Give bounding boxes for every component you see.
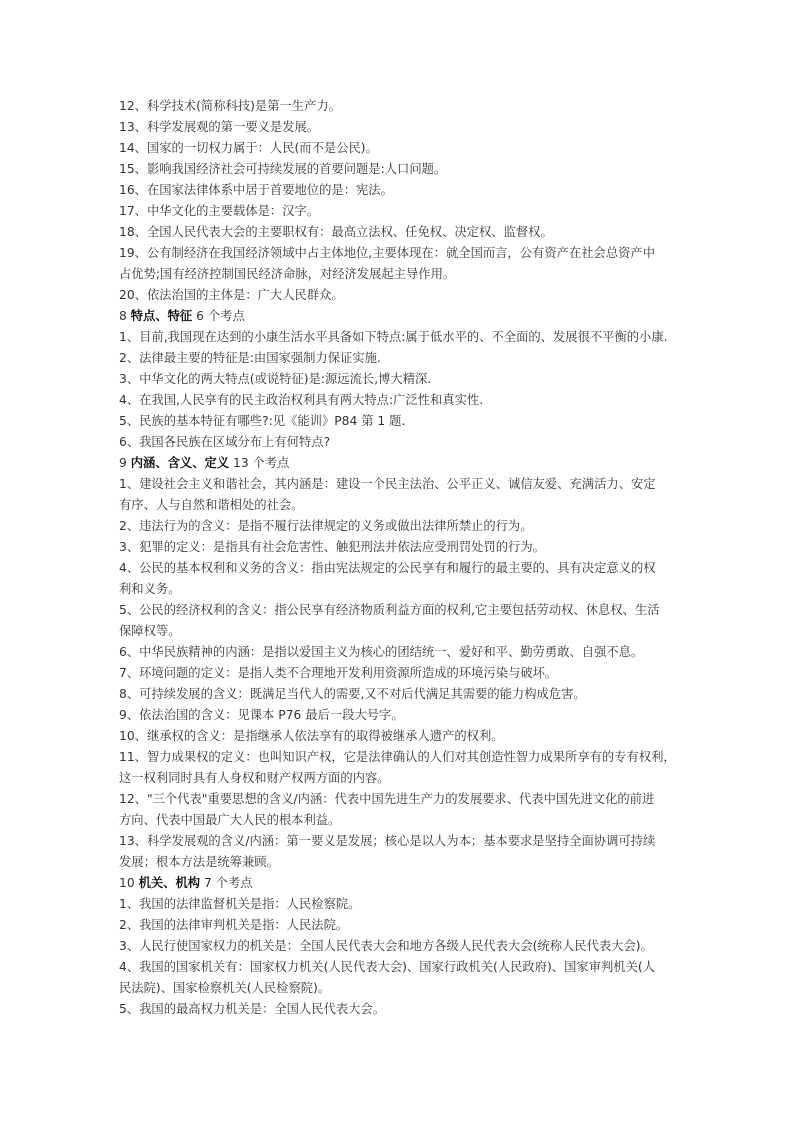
section-title: 特点、特征 xyxy=(130,309,193,323)
text-line: 14、国家的一切权力属于：人民(而不是公民)。 xyxy=(119,141,378,155)
text-line: 18、全国人民代表大会的主要职权有：最高立法权、任免权、决定权、监督权。 xyxy=(119,225,553,239)
text-line: 方向、代表中国最广大人民的根本利益。 xyxy=(119,813,341,827)
text-line: 3、犯罪的定义：是指具有社会危害性、触犯刑法并依法应受刑罚处罚的行为。 xyxy=(119,540,545,554)
text-line: 民法院)、国家检察机关(人民检察院)。 xyxy=(119,981,331,995)
text-line: 2、违法行为的含义：是指不履行法律规定的义务或做出法律所禁止的行为。 xyxy=(119,519,533,533)
section-number: 10 xyxy=(119,876,139,890)
section-title: 机关、机构 xyxy=(138,876,201,890)
document-page xyxy=(119,96,685,1020)
text-line: 16、在国家法律体系中居于首要地位的是：宪法。 xyxy=(119,183,393,197)
text-line: 保障权等。 xyxy=(119,624,181,638)
text-line: 15、影响我国经济社会可持续发展的首要问题是:人口问题。 xyxy=(119,162,447,176)
section-8-body xyxy=(119,327,685,453)
section-10-body xyxy=(119,894,685,1020)
text-line: 1、我国的法律监督机关是指：人民检察院。 xyxy=(119,897,361,911)
text-line: 19、公有制经济在我国经济领域中占主体地位,主要体现在：就全国而言，公有资产在社会总资产中 xyxy=(119,246,656,260)
section-heading-9 xyxy=(119,453,685,474)
text-line: 13、科学发展观的含义/内涵：第一要义是发展；核心是以人为本；基本要求是坚持全面协调可持续 xyxy=(119,834,656,848)
text-line: 占优势;国有经济控制国民经济命脉，对经济发展起主导作用。 xyxy=(119,267,456,281)
text-line: 12、科学技术(简称科技)是第一生产力。 xyxy=(119,99,341,113)
text-line: 有序、人与自然和谐相处的社会。 xyxy=(119,498,304,512)
section-title: 内涵、含义、定义 xyxy=(130,456,230,470)
text-line: 2、法律最主要的特征是:由国家强制力保证实施. xyxy=(119,351,381,365)
text-line: 11、智力成果权的定义：也叫知识产权，它是法律确认的人们对其创造性智力成果所享有的专有权利， xyxy=(119,750,676,764)
text-line: 5、我国的最高权力机关是：全国人民代表大会。 xyxy=(119,1002,386,1016)
text-line: 这一权利同时具有人身权和财产权两方面的内容。 xyxy=(119,771,390,785)
text-line: 5、公民的经济权利的含义：指公民享有经济物质利益方面的权利,它主要包括劳动权、休息权、生活 xyxy=(119,603,660,617)
text-line: 5、民族的基本特征有哪些?:见《能训》P84 第 1 题. xyxy=(119,414,406,428)
text-line: 4、公民的基本权利和义务的含义：指由宪法规定的公民享有和履行的最主要的、具有决定意义的权 xyxy=(119,561,656,575)
text-line: 2、我国的法律审判机关是指：人民法院。 xyxy=(119,918,349,932)
section-9-body xyxy=(119,474,685,873)
section-count: 7 个考点 xyxy=(200,876,253,890)
text-line: 6、中华民族精神的内涵：是指以爱国主义为核心的团结统一、爱好和平、勤劳勇敢、自强不息。 xyxy=(119,645,644,659)
section-count: 6 个考点 xyxy=(192,309,245,323)
text-line: 3、人民行使国家权力的机关是：全国人民代表大会和地方各级人民代表大会(统称人民代表大会)。 xyxy=(119,939,653,953)
section-heading-10 xyxy=(119,873,685,894)
section-number: 8 xyxy=(119,309,131,323)
text-line: 利和义务。 xyxy=(119,582,181,596)
text-line: 4、我国的国家机关有：国家权力机关(人民代表大会)、国家行政机关(人民政府)、国家审判机关(人 xyxy=(119,960,655,974)
text-line: 8、可持续发展的含义：既满足当代人的需要,又不对后代满足其需要的能力构成危害。 xyxy=(119,687,586,701)
text-line: 12、"三个代表"重要思想的含义/内涵：代表中国先进生产力的发展要求、代表中国先进文化的前进 xyxy=(119,792,655,806)
section-heading-8 xyxy=(119,306,685,327)
section-number: 9 xyxy=(119,456,131,470)
text-line: 4、在我国,人民享有的民主政治权利具有两大特点:广泛性和真实性. xyxy=(119,393,484,407)
text-line: 1、目前,我国现在达到的小康生活水平具备如下特点:属于低水平的、不全面的、发展很不平衡的小康. xyxy=(119,330,668,344)
text-line: 3、中华文化的两大特点(或说特征)是:源远流长,博大精深. xyxy=(119,372,432,386)
text-line: 17、中华文化的主要载体是：汉字。 xyxy=(119,204,320,218)
text-line: 发展；根本方法是统筹兼顾。 xyxy=(119,855,279,869)
text-line: 20、依法治国的主体是：广大人民群众。 xyxy=(119,288,344,302)
block-a xyxy=(119,96,685,306)
section-count: 13 个考点 xyxy=(229,456,290,470)
text-line: 9、依法治国的含义：见课本 P76 最后一段大号字。 xyxy=(119,708,404,722)
text-line: 10、继承权的含义：是指继承人依法享有的取得被继承人遗产的权利。 xyxy=(119,729,504,743)
text-line: 7、环境问题的定义：是指人类不合理地开发利用资源所造成的环境污染与破坏。 xyxy=(119,666,558,680)
text-line: 1、建设社会主义和谐社会，其内涵是：建设一个民主法治、公平正义、诚信友爱、充满活力、安定 xyxy=(119,477,656,491)
text-line: 13、科学发展观的第一要义是发展。 xyxy=(119,120,320,134)
text-line: 6、我国各民族在区域分布上有何特点? xyxy=(119,435,331,449)
